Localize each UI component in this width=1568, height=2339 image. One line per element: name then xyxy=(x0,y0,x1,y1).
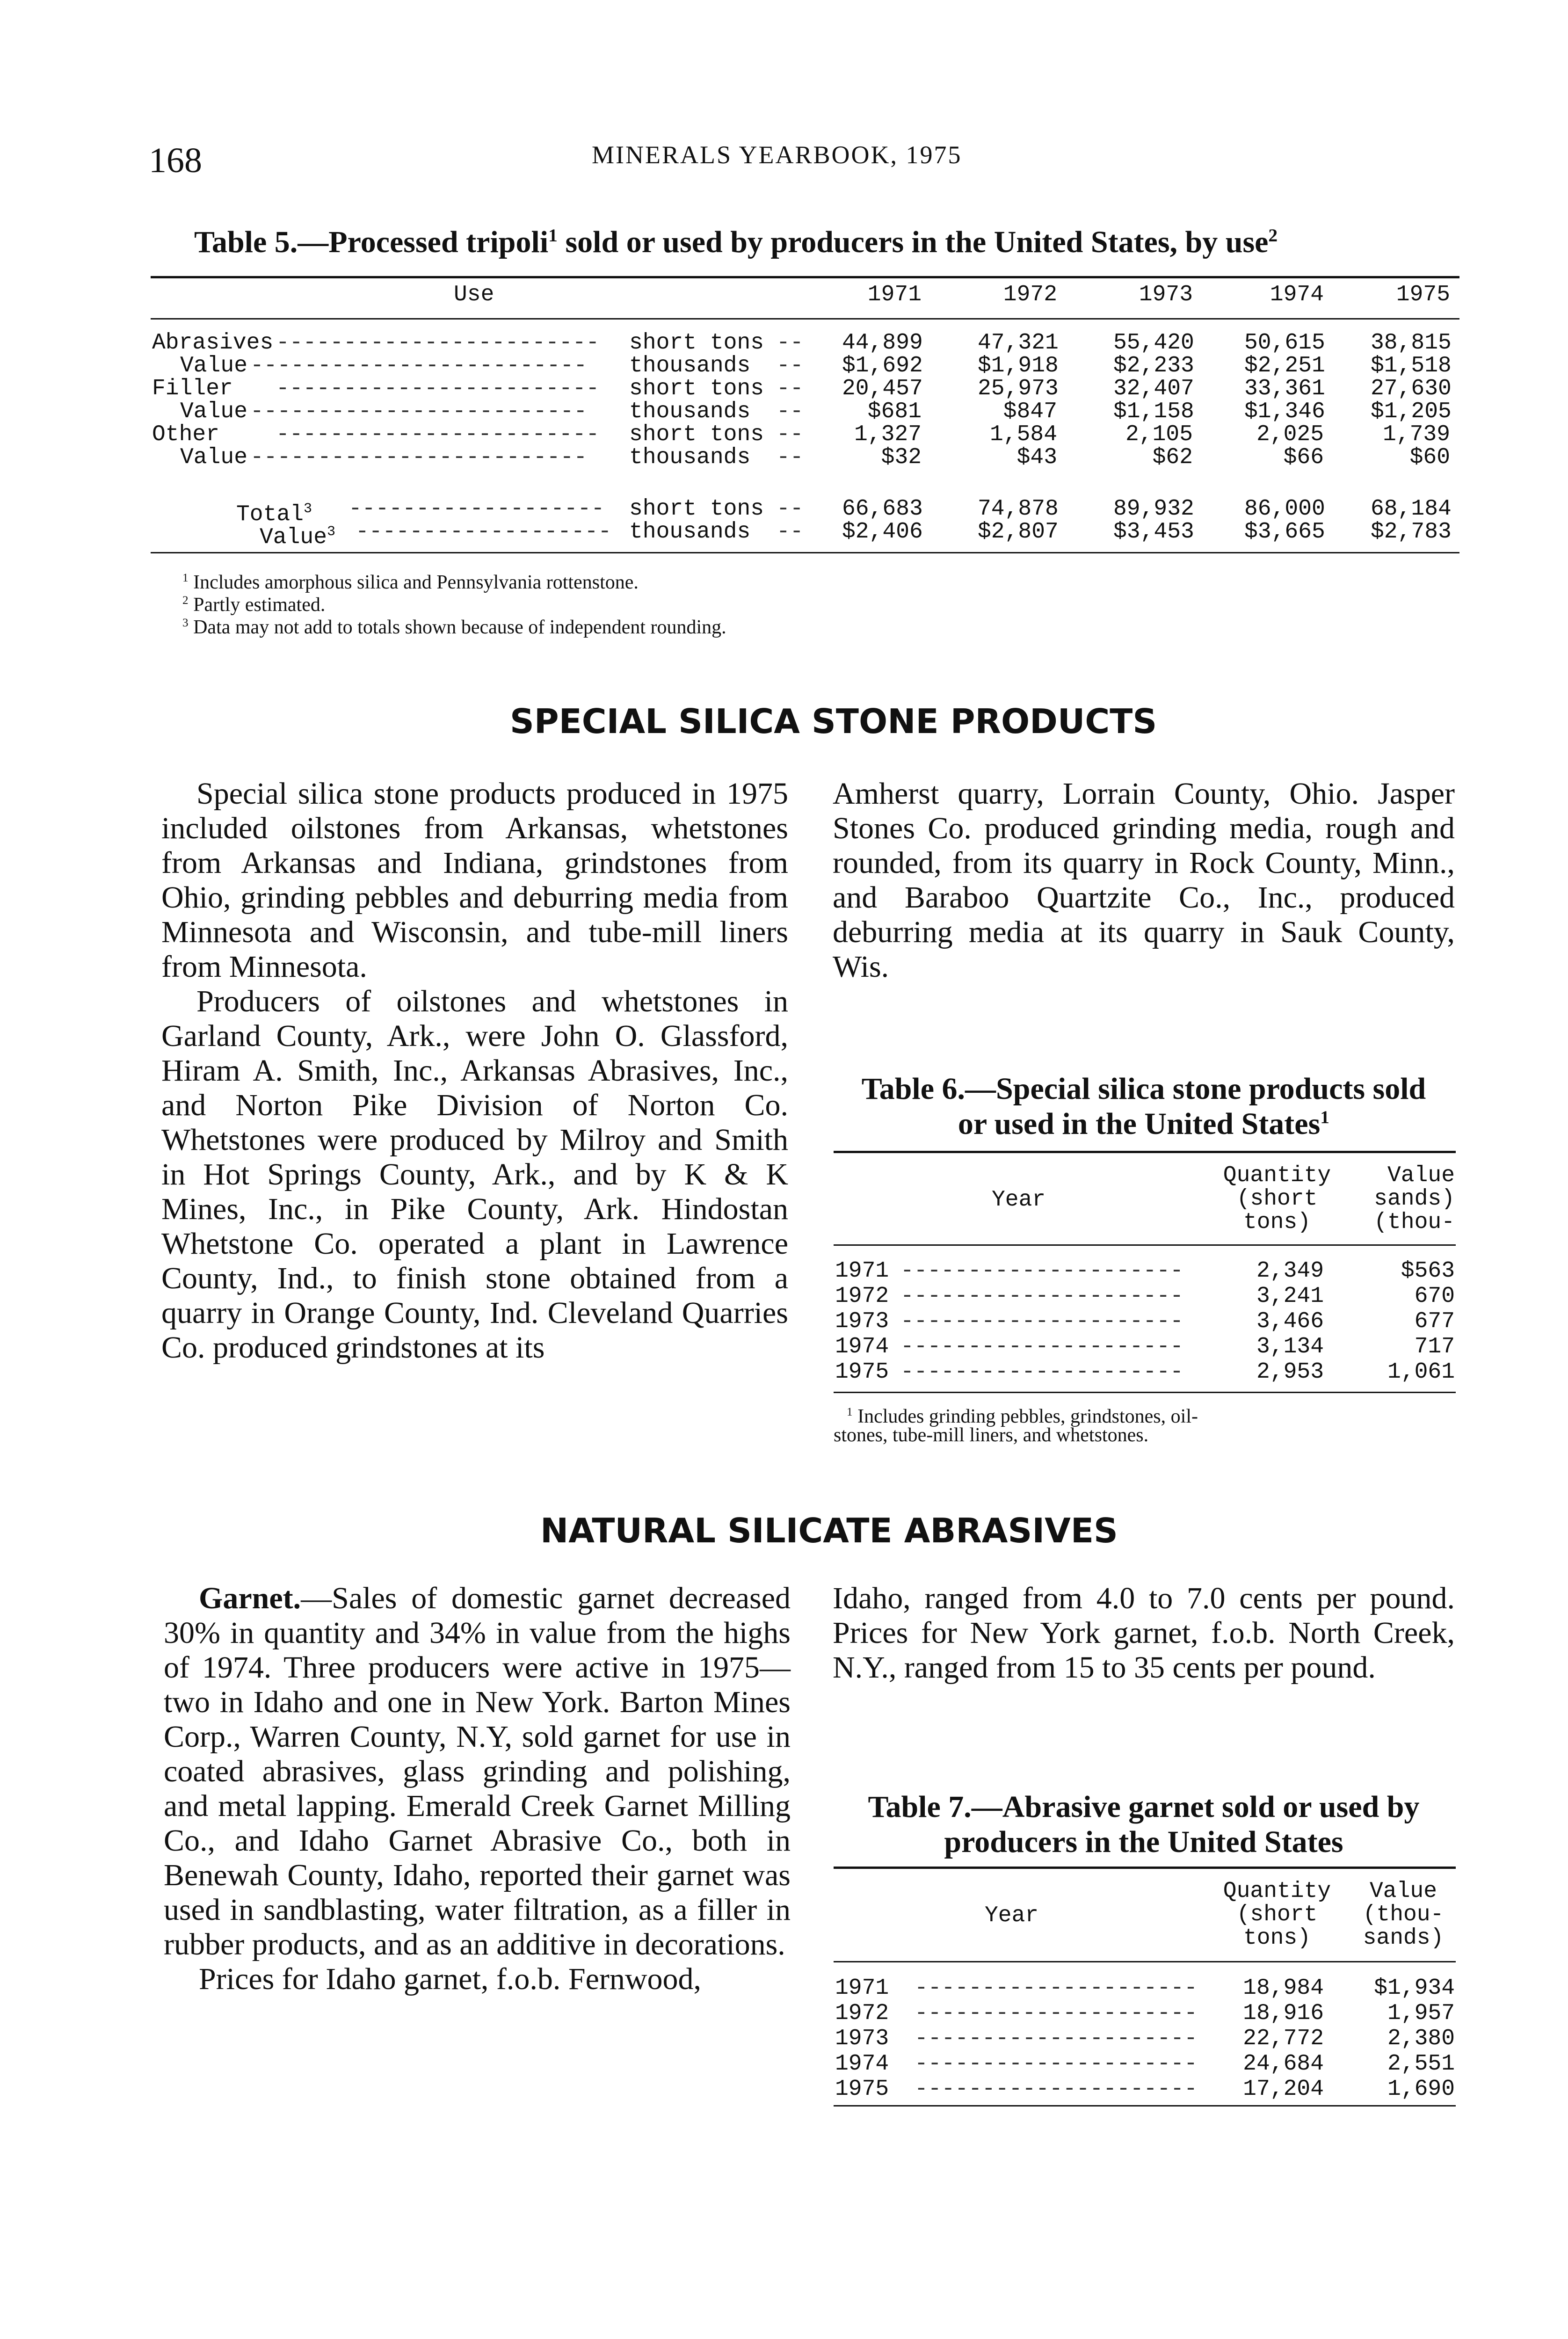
table6-row-qty: 2,349 xyxy=(1256,1258,1324,1284)
table5-cell: $1,692 xyxy=(842,353,923,378)
paragraph: Prices for Idaho garnet, f.o.b. Fernwood, xyxy=(199,1962,702,1996)
table5-cell: $1,158 xyxy=(1113,399,1194,424)
table6-col-val: (thou- xyxy=(1374,1210,1455,1235)
table7-row-qty: 24,684 xyxy=(1243,2051,1324,2077)
section-heading-natural-silicate: NATURAL SILICATE ABRASIVES xyxy=(540,1511,1118,1550)
table7-title-line2: producers in the United States xyxy=(944,1825,1343,1859)
table5-leader: ------------------- xyxy=(348,496,605,522)
table5-cell: 1,739 xyxy=(1382,422,1450,447)
table7-leader: --------------------- xyxy=(915,2051,1198,2077)
table7-title-line1: Table 7.—Abrasive garnet sold or used by xyxy=(868,1790,1420,1824)
table5-total-label: Value$^3$ xyxy=(260,524,336,550)
table5-row-unit: thousands xyxy=(629,445,751,470)
table6-row-val: 670 xyxy=(1414,1284,1455,1309)
table5-leader: ------------------------- xyxy=(250,399,588,424)
table5-row-unit: short tons xyxy=(629,376,764,401)
table5-cell: $2,233 xyxy=(1113,353,1194,378)
table7-row-val: 2,380 xyxy=(1387,2026,1455,2051)
table5-year: 1971 xyxy=(867,282,922,307)
table5-cell: 32,407 xyxy=(1113,376,1194,401)
table5-year: 1975 xyxy=(1396,282,1450,307)
table5-total-cell: $2,807 xyxy=(978,519,1059,545)
table6-title-line2: or used in the United States$^1$ xyxy=(958,1107,1330,1141)
table5-leader: ------------------------ xyxy=(276,376,600,401)
table6-row-qty: 2,953 xyxy=(1256,1359,1324,1385)
table5-cell: 38,815 xyxy=(1371,330,1452,356)
paragraph: Idaho, ranged from 4.0 to 7.0 cents per pound. Prices for New York garnet, f.o.b. North Creek, N.Y., ranged from 15 to 35 cents per pound. xyxy=(833,1581,1455,1685)
table7-row-year: 1972 xyxy=(835,2001,889,2026)
table5-cell: 1,584 xyxy=(989,422,1057,447)
table5-leader: -- xyxy=(777,496,804,522)
table5-cell: $1,346 xyxy=(1244,399,1325,424)
table7-row-qty: 18,916 xyxy=(1243,2001,1324,2026)
table6-row-year: 1975 xyxy=(835,1359,889,1385)
table5-cell: 50,615 xyxy=(1244,330,1325,356)
section-heading-special-silica: SPECIAL SILICA STONE PRODUCTS xyxy=(510,702,1157,741)
table5-leader: -- xyxy=(777,399,804,424)
table6-footnote: stones, tube-mill liners, and whetstones. xyxy=(834,1424,1149,1446)
table5-cell: $1,205 xyxy=(1371,399,1452,424)
table6-title-line1: Table 6.—Special silica stone products sold xyxy=(861,1072,1426,1106)
table6-col-year: Year xyxy=(992,1187,1046,1213)
table7-col-val: sands) xyxy=(1363,1925,1444,1951)
table5-cell: 20,457 xyxy=(842,376,923,401)
table5-col-use: Use xyxy=(454,282,494,307)
table5-footnote-1: $^1$ Includes amorphous silica and Pennsylvania rottenstone. xyxy=(182,572,639,593)
table7-col-year: Year xyxy=(985,1903,1039,1928)
table6-row-val: 717 xyxy=(1414,1334,1455,1359)
table5-footnote-2: $^2$ Partly estimated. xyxy=(182,594,326,616)
table5-cell: 25,973 xyxy=(978,376,1059,401)
table6-col-qty: Quantity xyxy=(1223,1163,1331,1188)
table7-row-year: 1975 xyxy=(835,2077,889,2102)
table6-header-rule xyxy=(834,1244,1456,1246)
table5-row-label: Value xyxy=(180,353,248,378)
table7-row-year: 1973 xyxy=(835,2026,889,2051)
table7-row-val: 1,690 xyxy=(1387,2077,1455,2102)
table5-cell: $32 xyxy=(881,445,922,470)
table6-row-qty: 3,466 xyxy=(1256,1309,1324,1334)
table5-total-cell: 68,184 xyxy=(1371,496,1452,522)
table7-row-val: 1,957 xyxy=(1387,2001,1455,2026)
table6-top-rule xyxy=(834,1151,1456,1153)
table5-year: 1972 xyxy=(1003,282,1057,307)
section2-right-column xyxy=(833,1581,1455,1685)
table5-cell: 27,630 xyxy=(1371,376,1452,401)
table5-leader: ------------------------- xyxy=(250,353,588,378)
table6-row-val: 1,061 xyxy=(1387,1359,1455,1385)
table5-header-rule xyxy=(151,318,1459,320)
table7-col-val: (thou- xyxy=(1363,1902,1444,1927)
table5-row-unit: short tons xyxy=(629,422,764,447)
table7-col-qty: tons) xyxy=(1243,1925,1311,1951)
table6-col-val: Value xyxy=(1387,1163,1455,1188)
table5-row-label: Filler xyxy=(152,376,233,401)
table5-total-cell: $3,665 xyxy=(1244,519,1325,545)
table5-total-cell: $3,453 xyxy=(1113,519,1194,545)
table5-total-cell: $2,406 xyxy=(842,519,923,545)
table5-cell: $60 xyxy=(1409,445,1450,470)
table5-cell: 44,899 xyxy=(842,330,923,356)
paragraph: Amherst quarry, Lorrain County, Ohio. Jasper Stones Co. produced grinding media, rough and rounded, from its quarry in Rock County, Minn., and Baraboo Quartzite Co., Inc., produced deburring media at its quarry in Sauk County, Wis. xyxy=(833,777,1455,984)
table5-bottom-rule xyxy=(151,552,1459,553)
table5-total-cell: 74,878 xyxy=(978,496,1059,522)
table6-row-year: 1971 xyxy=(835,1258,889,1284)
table6-leader: --------------------- xyxy=(900,1309,1183,1334)
table6-row-year: 1972 xyxy=(835,1284,889,1309)
table7-leader: --------------------- xyxy=(915,2077,1198,2102)
table5-cell: 47,321 xyxy=(978,330,1059,356)
table5-cell: $66 xyxy=(1283,445,1324,470)
table5-footnote-3: $^3$ Data may not add to totals shown because of independent rounding. xyxy=(182,617,726,638)
table5-row-label: Value xyxy=(180,445,248,470)
table5-cell: 1,327 xyxy=(854,422,922,447)
table7-row-year: 1971 xyxy=(835,1976,889,2001)
table5-leader: -- xyxy=(777,445,804,470)
table5-cell: $681 xyxy=(867,399,922,424)
table5-leader: -- xyxy=(777,330,804,356)
table5-leader: -- xyxy=(777,422,804,447)
table5-cell: 2,025 xyxy=(1256,422,1324,447)
table6-leader: --------------------- xyxy=(900,1284,1183,1309)
table6-footnote: $^1$ Includes grinding pebbles, grindstones, oil- xyxy=(847,1406,1198,1427)
table5-total-label: Total$^3$ xyxy=(236,501,312,527)
table6-leader: --------------------- xyxy=(900,1359,1183,1385)
table6-col-qty: (short xyxy=(1236,1186,1318,1212)
table5-year: 1974 xyxy=(1270,282,1324,307)
table5-row-unit: short tons xyxy=(629,330,764,356)
table5-cell: $847 xyxy=(1003,399,1057,424)
table7-col-qty: Quantity xyxy=(1223,1879,1331,1904)
table5-cell: $2,251 xyxy=(1244,353,1325,378)
table5-year: 1973 xyxy=(1139,282,1193,307)
table7-row-val: $1,934 xyxy=(1374,1976,1455,2001)
table5-total-cell: 89,932 xyxy=(1113,496,1194,522)
table6-bottom-rule xyxy=(834,1392,1456,1393)
table5-leader: ------------------- xyxy=(356,519,612,545)
paragraph: Special silica stone products produced in 1975 included oilstones from Arkansas, whetstones from Arkansas and Indiana, grindstones from Ohio, grinding pebbles and deburring media from Minnesota and Wisconsin, and tube-mill liners from Minnesota. xyxy=(161,777,788,984)
table6-leader: --------------------- xyxy=(900,1334,1183,1359)
table7-col-val: Value xyxy=(1369,1879,1437,1904)
table5-row-label: Other xyxy=(152,422,220,447)
table5-row-label: Value xyxy=(180,399,248,424)
table5-total-cell: $2,783 xyxy=(1371,519,1452,545)
table7-col-qty: (short xyxy=(1236,1902,1318,1927)
table5-cell: $43 xyxy=(1016,445,1057,470)
table6-row-val: $563 xyxy=(1401,1258,1455,1284)
paragraph: Garnet.—Sales of domestic garnet decreased 30% in quantity and 34% in value from the highs of 1974. Three producers were active in 1975—two in Idaho and one in New York. Barton Mines Corp., Warren County, N.Y, sold garnet for use in coated abrasives, glass grinding and polishing, and metal lapping. Emerald Creek Garnet Milling Co., and Idaho Garnet Abrasive Co., both in Benewah County, Idaho, reported their garnet was used in sandblasting, water filtration, as a filler in rubber products, and as an additive in decorations. xyxy=(164,1581,791,1961)
running-title: MINERALS YEARBOOK, 1975 xyxy=(592,141,962,169)
table5-row-unit: thousands xyxy=(629,399,751,424)
table5-title: Table 5.—Processed tripoli$^1$ sold or used by producers in the United States, by use$^2$ xyxy=(194,225,1278,259)
table7-row-qty: 17,204 xyxy=(1243,2077,1324,2102)
table5-cell: $62 xyxy=(1152,445,1193,470)
table5-total-cell: 86,000 xyxy=(1244,496,1325,522)
table5-leader: ------------------------ xyxy=(276,422,600,447)
table7-row-qty: 22,772 xyxy=(1243,2026,1324,2051)
table6-col-val: sands) xyxy=(1374,1186,1455,1212)
table5-total-unit: short tons xyxy=(629,496,764,522)
table7-row-year: 1974 xyxy=(835,2051,889,2077)
table7-bottom-rule xyxy=(834,2105,1456,2107)
table7-leader: --------------------- xyxy=(915,2001,1198,2026)
table5-cell: $1,918 xyxy=(978,353,1059,378)
section2-left-column xyxy=(164,1581,791,1997)
section1-right-column xyxy=(833,777,1455,984)
table7-row-val: 2,551 xyxy=(1387,2051,1455,2077)
table6-row-year: 1973 xyxy=(835,1309,889,1334)
table5-leader: -- xyxy=(777,353,804,378)
table5-row-label: Abrasives xyxy=(152,330,274,356)
table5-total-unit: thousands xyxy=(629,519,751,545)
table6-row-year: 1974 xyxy=(835,1334,889,1359)
table6-row-val: 677 xyxy=(1414,1309,1455,1334)
table5-cell: 2,105 xyxy=(1125,422,1193,447)
paragraph: Producers of oilstones and whetstones in Garland County, Ark., were John O. Glassford, Hiram A. Smith, Inc., Arkansas Abrasives, Inc., and Norton Pike Division of Norton Co. Whetstones were produced by Milroy and Smith in Hot Springs County, Ark., and by K & K Mines, Inc., in Pike County, Ark. Hindostan Whetstone Co. operated a plant in Lawrence County, Ind., to finish stone obtained from a quarry in Orange County, Ind. Cleveland Quarries Co. produced grindstones at its xyxy=(161,984,788,1365)
table7-leader: --------------------- xyxy=(915,2026,1198,2051)
table7-header-rule xyxy=(834,1961,1456,1962)
table5-leader: ------------------------- xyxy=(250,445,588,470)
table5-leader: ------------------------ xyxy=(276,330,600,356)
table5-top-rule xyxy=(151,276,1459,278)
page-number: 168 xyxy=(149,141,202,180)
table6-leader: --------------------- xyxy=(900,1258,1183,1284)
table7-row-qty: 18,984 xyxy=(1243,1976,1324,2001)
table7-top-rule xyxy=(834,1867,1456,1869)
table6-row-qty: 3,134 xyxy=(1256,1334,1324,1359)
table5-row-unit: thousands xyxy=(629,353,751,378)
table6-col-qty: tons) xyxy=(1243,1210,1311,1235)
table5-leader: -- xyxy=(777,519,804,545)
table5-cell: 55,420 xyxy=(1113,330,1194,356)
table5-cell: $1,518 xyxy=(1371,353,1452,378)
section1-left-column xyxy=(161,777,788,1365)
table5-cell: 33,361 xyxy=(1244,376,1325,401)
table7-leader: --------------------- xyxy=(915,1976,1198,2001)
table5-leader: -- xyxy=(777,376,804,401)
table6-row-qty: 3,241 xyxy=(1256,1284,1324,1309)
table5-total-cell: 66,683 xyxy=(842,496,923,522)
